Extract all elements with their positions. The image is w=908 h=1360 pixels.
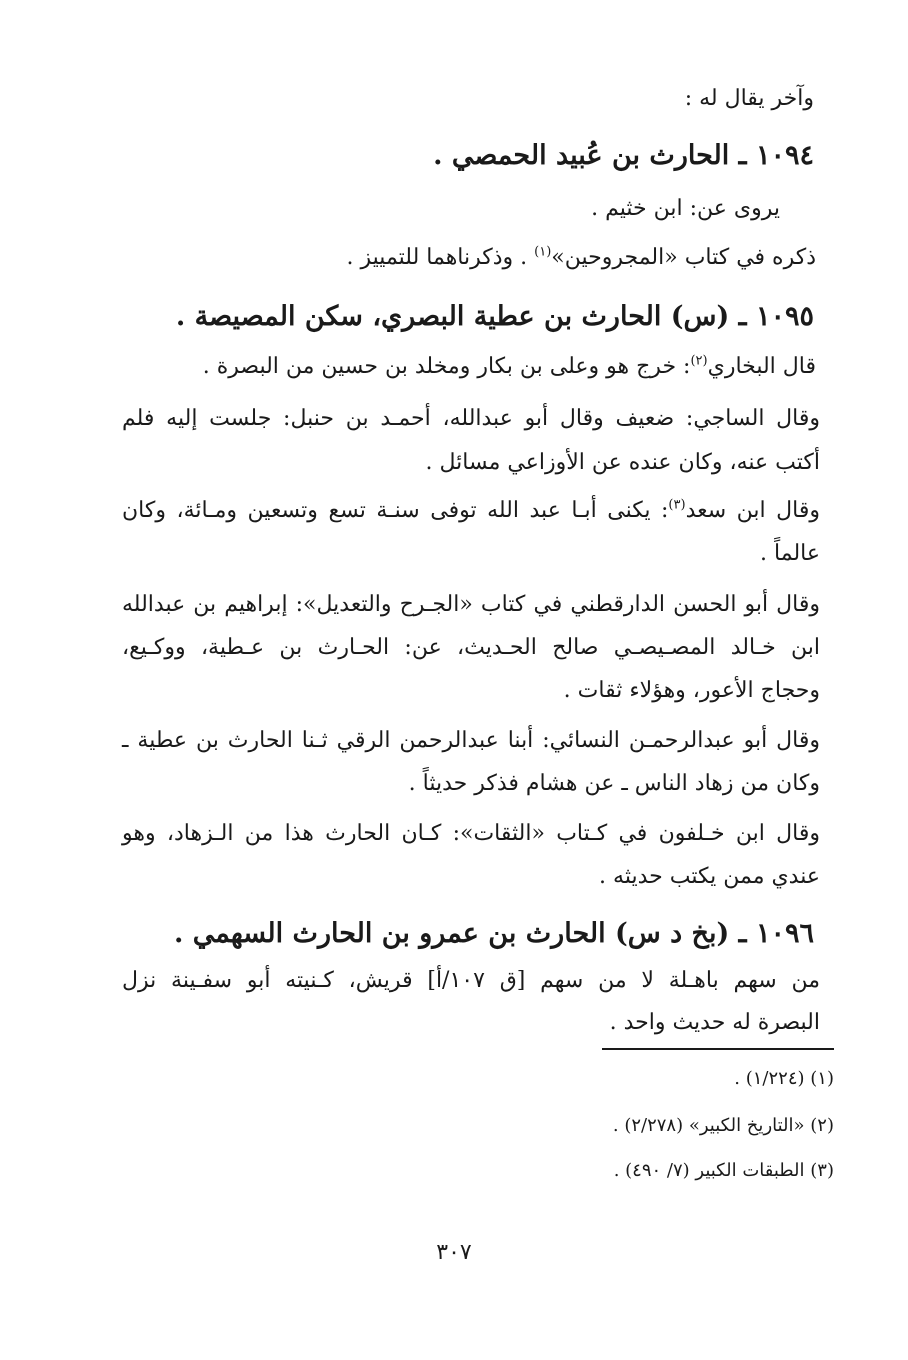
footnote-2: (٢) «التاريخ الكبير» (٢/٢٧٨) . bbox=[612, 1115, 834, 1136]
entry-1095-line-5: عالماً . bbox=[760, 541, 820, 566]
entry-1095-line-1-text-a: قال البخاري bbox=[707, 354, 816, 379]
footnote-ref-3: (٣) bbox=[668, 497, 686, 513]
entry-1095-line-2: وقال الساجي: ضعيف وقال أبو عبدالله، أحمـد بن حنبل: جلست إليه فلم bbox=[122, 406, 820, 431]
footnote-divider bbox=[602, 1048, 834, 1050]
entry-heading-1094: ١٠٩٤ ـ الحارث بن عُبيد الحمصي . bbox=[433, 140, 814, 171]
footnote-1: (١) (١/٢٢٤) . bbox=[734, 1068, 834, 1089]
entry-1095-line-3: أكتب عنه، وكان عنده عن الأوزاعي مسائل . bbox=[425, 450, 820, 475]
entry-1095-line-6: وقال أبو الحسن الدارقطني في كتاب «الجـرح والتعديل»: إبراهيم بن عبدالله bbox=[122, 592, 820, 617]
entry-1094-line-2 bbox=[122, 244, 816, 270]
entry-1095-line-10: وكان من زهاد الناس ـ عن هشام فذكر حديثاً . bbox=[408, 771, 820, 796]
entry-1095-line-7: ابن خـالد المصـيصـي صالح الحـديث، عن: الحـارث بن عـطية، ووكـيع، bbox=[122, 635, 820, 660]
intro-line: وآخر يقال له : bbox=[684, 86, 814, 111]
entry-1095-line-12: عندي ممن يكتب حديثه . bbox=[599, 864, 820, 889]
entry-1096-line-2: البصرة له حديث واحد . bbox=[609, 1010, 820, 1035]
entry-heading-1096: ١٠٩٦ ـ (بخ د س) الحارث بن عمرو بن الحارث السهمي . bbox=[173, 918, 814, 949]
entry-1096-line-1: من سهم باهـلة لا من سهم [ق ١٠٧/أ] قريش، كـنيته أبو سفـينة نزل bbox=[122, 968, 820, 993]
footnote-3: (٣) الطبقات الكبير (٧/ ٤٩٠) . bbox=[613, 1160, 834, 1181]
entry-heading-1095: ١٠٩٥ ـ (س) الحارث بن عطية البصري، سكن المصيصة . bbox=[175, 301, 814, 332]
entry-1095-line-8: وحجاج الأعور، وهؤلاء ثقات . bbox=[563, 678, 820, 703]
entry-1094-line-1: يروى عن: ابن خثيم . bbox=[591, 196, 780, 221]
entry-1095-line-4-text-a: وقال ابن سعد bbox=[685, 498, 820, 523]
entry-1095-line-4 bbox=[122, 497, 820, 523]
entry-1095-line-4-text-b: : يكنى أبـا عبد الله توفى سنـة تسع وتسعين ومـائة، وكان bbox=[122, 498, 669, 523]
entry-1095-line-1-text-b: : خرج هو وعلى بن بكار ومخلد بن حسين من البصرة . bbox=[202, 354, 691, 379]
footnote-ref-1: (١) bbox=[534, 244, 552, 260]
page-number: ٣٠٧ bbox=[436, 1240, 472, 1265]
entry-1095-line-9: وقال أبو عبدالرحمـن النسائي: أبنا عبدالرحمن الرقي ثـنا الحارث بن عطية ـ bbox=[122, 728, 820, 753]
entry-1094-line-2-text-b: . وذكرناهما للتمييز . bbox=[346, 245, 535, 270]
entry-1095-line-1 bbox=[122, 353, 816, 379]
footnote-ref-2: (٢) bbox=[690, 353, 708, 369]
entry-1095-line-11: وقال ابن خـلفون في كـتاب «الثقات»: كـان الحارث هذا من الـزهاد، وهو bbox=[122, 821, 820, 846]
entry-1094-line-2-text-a: ذكره في كتاب «المجروحين» bbox=[551, 245, 816, 270]
